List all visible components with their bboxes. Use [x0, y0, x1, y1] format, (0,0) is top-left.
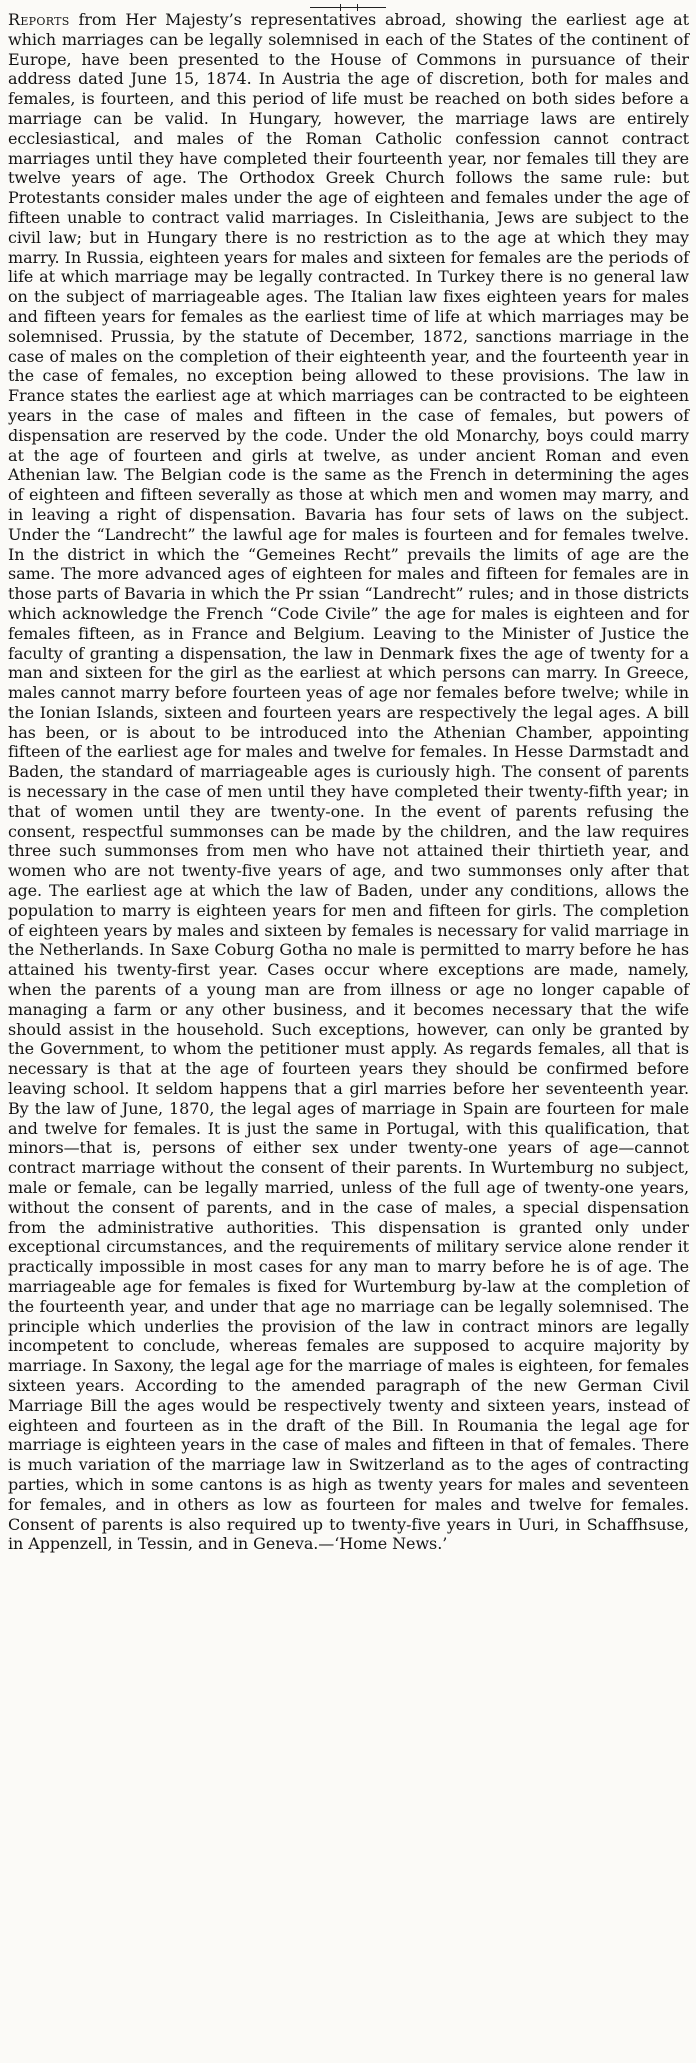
article-body-text: from Her Majesty’s representatives abroad, showing the earliest age at which marriages can be legally solemnised in each of the States of the continent of Europe, have been presented to the House of Commons in pursuance of their address dated June 15, 1874. In Austria the age of discretion, both for males and females, is fourteen, and this period of life must be reached on both sides before a marriage can be valid. In Hungary, however, the marriage laws are entirely ecclesiastical, and males of the Roman Catholic confession cannot contract marriages until they have completed their fourteenth year, nor females till they are twelve years of age. The Orthodox Greek Church follows the same rule: but Protestants consider males under the age of eighteen and females under the age of fifteen unable to contract valid marriages. In Cisleithania, Jews are subject to the civil law; but in Hungary there is no restriction as to the age at which they may marry. In Russia, eighteen years for males and sixteen for females are the periods of life at which marriage may be legally contracted. In Turkey there is no general law on the subject of marriageable ages. The Italian law fixes eighteen years for males and fifteen years for females as the earliest time of life at which marriages may be solemnised. Prussia, by the statute of December, 1872, sanctions marriage in the case of males on the completion of their eighteenth year, and the fourteenth year in the case of females, no exception being allowed to these provisions. The law in France states the earliest age at which marriages can be contracted to be eighteen years in the case of males and fifteen in the case of females, but powers of dispensation are reserved by the code. Under the old Monarchy, boys could marry at the age of fourteen and girls at twelve, as under ancient Roman and even Athenian law. The Belgian code is the same as the French in determining the ages of eighteen and fifteen severally as those at which men and women may marry, and in leaving a right of dispensation. Bavaria has four sets of laws on the subject. Under the “Landrecht” the lawful age for males is fourteen and for females twelve. In the district in which the “Gemeines Recht” prevails the limits of age are the same. The more advanced ages of eighteen for males and fifteen for females are in those parts of Bavaria in which the Pr ssian “Landrecht” rules; and in those districts which acknowledge the French “Code Civile” the age for males is eighteen and for females fifteen, as in France and Belgium. Leaving to the Minister of Justice the faculty of granting a dispensation, the law in Denmark fixes the age of twenty for a man and sixteen for the girl as the earliest at which persons can marry. In Greece, males cannot marry before fourteen yeas of age nor females before twelve; while in the Ionian Islands, sixteen and fourteen years are respectively the legal ages. A bill has been, or is about to be introduced into the Athenian Chamber, appointing fifteen of the earliest age for males and twelve for females. In Hesse Darmstadt and Baden, the standard of marriageable ages is curiously high. The consent of parents is necessary in the case of men until they have completed their twenty-fifth year; in that of women until they are twenty-one. In the event of parents refusing the consent, respectful summonses can be made by the children, and the law requires three such summonses from men who have not attained their thirtieth year, and women who are not twenty-five years of age, and two summonses only after that age. The earliest age at which the law of Baden, under any conditions, allows the population to marry is eighteen years for men and fifteen for girls. The completion of eighteen years by males and sixteen by females is necessary for valid marriage in the Netherlands. In Saxe Coburg Gotha no male is permitted to marry before he has attained his twenty-first year. Cases occur where exceptions are made, namely, when the parents of a young man are from illness or age no longer capable of managing a farm or any other business, and it becomes necessary that the wife should assist in the household. Such exceptions, however, can only be granted by the Government, to whom the petitioner must apply. As regards females, all that is necessary is that at the age of fourteen years they should be confirmed before leaving school. It seldom happens that a girl marries before her seventeenth year. By the law of June, 1870, the legal ages of marriage in Spain are fourteen for male and twelve for females. It is just the same in Portugal, with this qualification, that minors—that is, persons of either sex under twenty-one years of age—cannot contract marriage without the consent of their parents. In Wurtemburg no subject, male or female, can be legally married, unless of the full age of twenty-one years, without the consent of parents, and in the case of males, a special dispensation from the administrative authorities. This dispensation is granted only under exceptional circumstances, and the requirements of military service alone render it practically impossible in most cases for any man to marry before he is of age. The marriageable age for females is fixed for Wurtemburg by-law at the completion of the fourteenth year, and under that age no marriage can be legally solemnised. The principle which underlies the provision of the law in contract minors are legally incompetent to conclude, whereas females are supposed to acquire majority by marriage. In Saxony, the legal age for the marriage of males is eighteen, for females sixteen years. According to the amended paragraph of the new German Civil Marriage Bill the ages would be respectively twenty and sixteen years, instead of eighteen and fourteen as in the draft of the Bill. In Roumania the legal age for marriage is eighteen years in the case of males and fifteen in that of females. There is much variation of the marriage law in Switzerland as to the ages of contracting parties, which in some cantons is as high as twenty years for males and seventeen for females, and in others as low as fourteen for males and twelve for females. Consent of parents is also required up to twenty-five years in Uuri, in Schaffhsuse, in Appenzell, in Tessin, and in Geneva.—‘Home News.’	[8, 10, 689, 1554]
article-paragraph	[8, 10, 689, 1554]
article-lead-word: Reports	[8, 10, 70, 29]
